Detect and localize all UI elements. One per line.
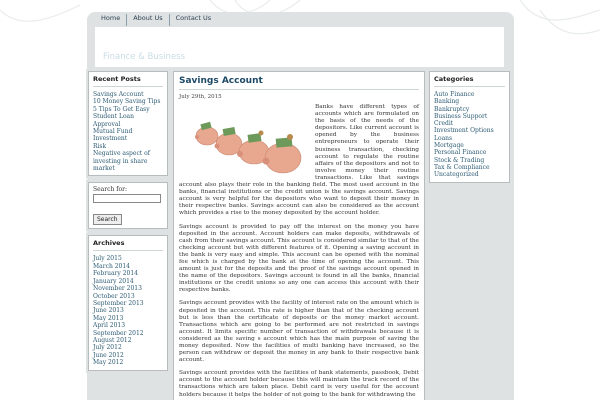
nav-about-us[interactable]: About Us: [127, 14, 169, 26]
archive-link[interactable]: June 2012: [93, 351, 124, 359]
post-title[interactable]: Savings Account: [179, 76, 419, 90]
archives-widget: [88, 235, 168, 370]
archive-link[interactable]: February 2014: [93, 270, 138, 278]
post-paragraph: Savings account provides with the facility of interest rate on the amount which is deposited in the account. This rate is higher than that of the checking account but is less than the certificate of deposits or the money market account. Transactions which are going to be performed are not restricted in savings account. It limits specific number of transaction of withdrawals because it is considered as the saving s account which has the main purpose of saving the money deposited. Now the facilities of multi banking have increased, so the person can withdraw or deposit the money in any bank to their respective bank account.: [179, 300, 419, 364]
piggy-banks-image: [191, 106, 309, 180]
archive-link[interactable]: April 2013: [93, 322, 126, 330]
category-link[interactable]: Mortgage: [434, 142, 464, 150]
recent-post-link[interactable]: investing in share: [93, 157, 148, 165]
recent-post-link[interactable]: Negative aspect of: [93, 150, 150, 158]
left-sidebar: [88, 71, 168, 377]
categories-list: [434, 91, 505, 179]
category-link[interactable]: Uncategorized: [434, 171, 479, 179]
category-link[interactable]: Banking: [434, 98, 460, 106]
archive-link[interactable]: June 2013: [93, 307, 124, 315]
category-link[interactable]: Tax & Compliance: [434, 163, 490, 171]
category-link[interactable]: Business Support: [434, 112, 488, 120]
recent-posts-widget: [88, 71, 168, 176]
nav-home[interactable]: Home: [101, 14, 127, 26]
archive-link[interactable]: March 2014: [93, 262, 130, 270]
category-link[interactable]: Loans: [434, 134, 453, 142]
recent-post-link[interactable]: 10 Money Saving Tips: [93, 98, 161, 106]
main-content: [173, 71, 425, 400]
recent-post-link[interactable]: market: [93, 165, 115, 173]
search-button[interactable]: Search: [93, 214, 122, 225]
category-link[interactable]: Credit: [434, 120, 454, 128]
search-widget: [88, 182, 168, 229]
category-link[interactable]: Auto Finance: [434, 91, 475, 98]
post-date: July 29th, 2015: [179, 94, 222, 100]
categories-widget: [429, 71, 510, 183]
post-paragraph: Savings account provides with the facilities of bank statements, passbook, Debit account to the account holder because this will maintain the track record of the transactions which are taken place. Debit card is very useful for the account holders because it helps the holder of not going to the bank for withdrawing the: [179, 370, 419, 398]
archives-list: [93, 255, 163, 366]
archive-link[interactable]: July 2015: [93, 255, 122, 263]
archive-link[interactable]: September 2012: [93, 329, 144, 337]
post-paragraph: Banks have different types of accounts which are formulated on the basis of the needs of the depositors. Like current account is opened by the business entrepreneurs to operate their business transaction, checking account to regulate the routine affairs of the depositors and not to involve money their routine transactions. Like that savings account also plays their role in the banking field. The most used account in the banks, financial institutions or the credit union is the savings account. Savings account is very helpful for the depositors who want to deposit their money in their respective banks. Savings account can also be considered as the account which provides a rise to the money deposited by the account holder.: [179, 104, 419, 217]
site-title[interactable]: Finance & Business: [103, 52, 186, 62]
category-link[interactable]: Bankruptcy: [434, 105, 470, 113]
top-navigation: [101, 14, 217, 26]
archive-link[interactable]: July 2012: [93, 344, 122, 352]
recent-post-link[interactable]: Mutual Fund Investment: [93, 128, 133, 143]
post-paragraph: Savings account is provided to pay off the interest on the money you have deposited in the account. Account holders can make deposits, withdrawals of cash from their savings account. This account is considered similar to that of the checking account but with different features of it. Opening a saving account in the bank is very easy and simple. This account can be opened with the nominal fee which is charged by the bank at the time of opening the account. This amount is just for the deposits and the proof of the savings account opened in the name of the depositors. Savings account is found in all the banks, financial institutions or the credit unions so any one can access this account with their respective banks.: [179, 223, 419, 294]
site-header: [95, 27, 504, 67]
category-link[interactable]: Investment Options: [434, 127, 494, 135]
right-sidebar: [429, 71, 510, 189]
archive-link[interactable]: May 2013: [93, 314, 124, 322]
recent-posts-list: [93, 91, 163, 172]
archive-link[interactable]: May 2012: [93, 359, 124, 367]
search-label: Search for:: [93, 186, 127, 194]
categories-heading: Categories: [434, 75, 505, 87]
recent-post-link[interactable]: 5 Tips To Get Easy: [93, 105, 150, 113]
archive-link[interactable]: September 2013: [93, 299, 144, 307]
recent-posts-heading: Recent Posts: [93, 75, 163, 87]
recent-post-link[interactable]: Student Loan Approval: [93, 113, 134, 128]
archive-link[interactable]: November 2013: [93, 285, 142, 293]
recent-post-link[interactable]: Risk: [93, 142, 107, 150]
nav-contact-us[interactable]: Contact Us: [175, 14, 212, 22]
search-input[interactable]: [93, 194, 161, 203]
category-link[interactable]: Stock & Trading: [434, 156, 485, 164]
archive-link[interactable]: January 2014: [93, 277, 134, 285]
recent-post-link[interactable]: Savings Account: [93, 91, 144, 98]
post-body: [179, 104, 419, 399]
archives-heading: Archives: [93, 239, 163, 251]
category-link[interactable]: Personal Finance: [434, 149, 487, 157]
archive-link[interactable]: October 2013: [93, 292, 135, 300]
archive-link[interactable]: August 2012: [93, 336, 132, 344]
